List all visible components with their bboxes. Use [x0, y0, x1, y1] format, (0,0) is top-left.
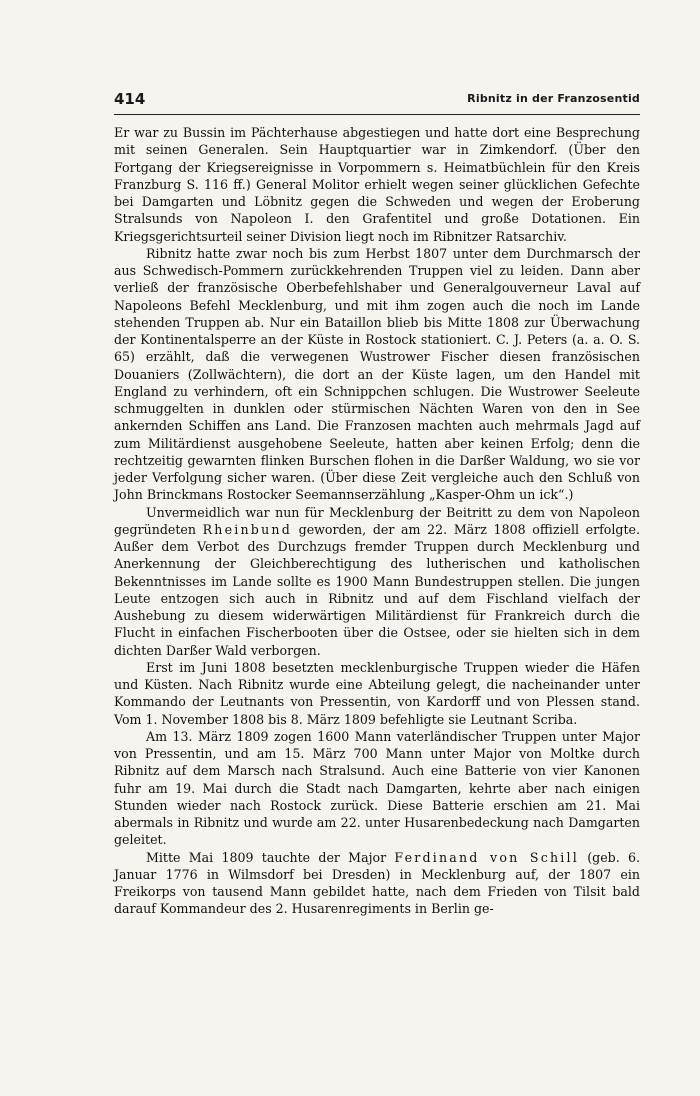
paragraph-3-text-after: geworden, der am 22. März 1808 offiziell erfolgte. Außer dem Verbot des Durchzugs fremder Truppen durch Mecklenburg und Anerkennung der Gleichberechtigung des lutherischen und katholischen Bekenntnisses im Lande sollte es 1900 Mann Bundestruppen stellen. Die jungen Leute entzogen sich auch in Ribnitz und auf dem Fischland vielfach der Aushebung zu diesem widerwärtigen Militärdienst für Frankreich durch die Flucht in einfachen Fischerbooten über die Ostsee, oder sie hielten sich in dem dichten Darßer Wald verborgen.: [114, 521, 640, 658]
paragraph-3-text-before: Unvermeidlich war nun für Mecklenburg der Beitritt zu dem von Napoleon gegründeten: [114, 504, 640, 537]
paragraph-1: Er war zu Bussin im Pächterhause abgestiegen und hatte dort eine Besprechung mit seinen Generalen. Sein Hauptquartier war in Zimkendorf. (Über den Fortgang der Kriegsereignisse in Vorpommern s. Heimatbüchlein für den Kreis Franzburg S. 116 ff.) General Molitor erhielt wegen seiner glücklichen Gefechte bei Damgarten und Löbnitz gegen die Schweden und wegen der Eroberung Stralsunds von Napoleon I. den Grafentitel und große Dotationen. Ein Kriegsgerichtsurteil seiner Division liegt noch im Ribnitzer Ratsarchiv.: [114, 125, 640, 244]
header-rule: [114, 114, 640, 115]
emphasis-schill: Ferdinand von Schill: [394, 849, 579, 865]
paragraph-3: [114, 504, 640, 659]
body-text: [114, 124, 640, 918]
paragraph-6-text-before: Mitte Mai 1809 tauchte der Major: [146, 849, 395, 865]
paragraph-6-text-after: (geb. 6. Januar 1776 in Wilmsdorf bei Dresden) in Mecklenburg auf, der 1807 ein Freikorps von tausend Mann gebildet hatte, nach dem Frieden von Tilsit bald darauf Kommandeur des 2. Husarenregiments in Berlin ge-: [114, 849, 640, 917]
page-header: [114, 90, 640, 110]
paragraph-6: [114, 849, 640, 918]
page-number: 414: [114, 90, 146, 108]
paragraph-2: Ribnitz hatte zwar noch bis zum Herbst 1807 unter dem Durchmarsch der aus Schwedisch-Pommern zurückkehrenden Truppen viel zu leiden. Dann aber verließ der französische Oberbefehlshaber und Generalgouverneur Laval auf Napoleons Befehl Mecklenburg, und mit ihm zogen auch die noch im Lande stehenden Truppen ab. Nur ein Bataillon blieb bis Mitte 1808 zur Überwachung der Kontinentalsperre an der Küste in Rostock stationiert. C. J. Peters (a. a. O. S. 65) erzählt, daß die verwegenen Wustrower Fischer diesen französischen Douaniers (Zollwächtern), die dort an der Küste lagen, um den Handel mit England zu verhindern, oft ein Schnippchen schlugen. Die Wustrower Seeleute schmuggelten in dunklen oder stürmischen Nächten Waren von den in See ankernden Schiffen ans Land. Die Franzosen machten auch mehrmals Jagd auf zum Militärdienst ausgehobene Seeleute, hatten aber keinen Erfolg; denn die rechtzeitig gewarnten flinken Burschen flohen in die Darßer Waldung, wo sie vor jeder Verfolgung sicher waren. (Über diese Zeit vergleiche auch den Schluß von John Brinckmans Rostocker Seemannserzählung „Kasper-Ohm un ick“.): [114, 245, 640, 503]
running-title: Ribnitz in der Franzosentid: [467, 92, 640, 105]
paragraph-4: Erst im Juni 1808 besetzten mecklenburgische Truppen wieder die Häfen und Küsten. Nach Ribnitz wurde eine Abteilung gelegt, die nacheinander unter Kommando der Leutnants von Pressentin, von Kardorff und von Plessen stand. Vom 1. November 1808 bis 8. März 1809 befehligte sie Leutnant Scriba.: [114, 659, 640, 727]
emphasis-rheinbund: Rheinbund: [202, 521, 292, 537]
paragraph-5: Am 13. März 1809 zogen 1600 Mann vaterländischer Truppen unter Major von Pressentin, und am 15. März 700 Mann unter Major von Moltke durch Ribnitz auf dem Marsch nach Stralsund. Auch eine Batterie von vier Kanonen fuhr am 19. Mai durch die Stadt nach Damgarten, kehrte aber nach einigen Stunden wieder nach Rostock zurück. Diese Batterie erschien am 21. Mai abermals in Ribnitz und wurde am 22. unter Husarenbedeckung nach Damgarten geleitet.: [114, 728, 640, 848]
